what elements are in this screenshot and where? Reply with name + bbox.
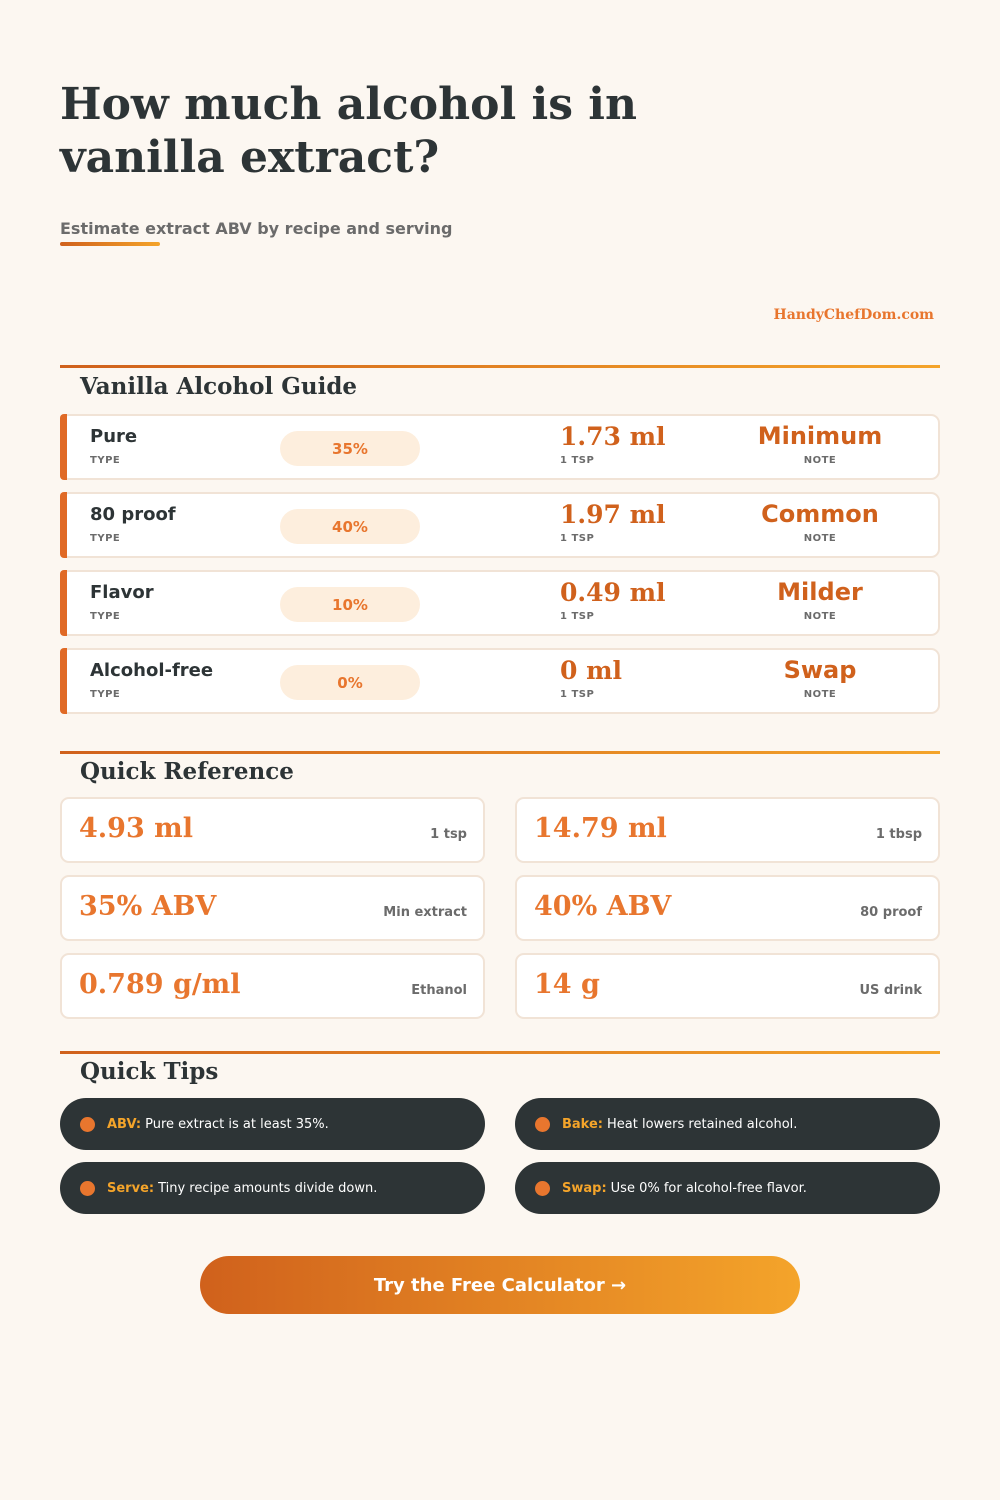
tip-item [60,1098,485,1150]
guide-note: Swap [783,656,857,684]
reference-card [60,953,485,1019]
reference-card [515,797,940,863]
reference-label: Min extract [383,905,467,920]
reference-card [60,797,485,863]
bullet-dot-icon [80,1117,95,1132]
reference-label: 1 tbsp [875,827,922,842]
bullet-dot-icon [80,1181,95,1196]
tips-title: Quick Tips [80,1058,219,1085]
note-label: NOTE [803,455,837,466]
reference-label: 1 tsp [430,827,467,842]
note-label: NOTE [803,611,837,622]
try-calculator-button[interactable]: Try the Free Calculator → [200,1256,800,1314]
tip-text: Tiny recipe amounts divide down. [158,1180,378,1196]
row-accent-bar [60,414,67,480]
abv-pill: 35% [280,431,420,466]
abv-pill: 10% [280,587,420,622]
guide-row-flavor [60,570,940,636]
reference-label: Ethanol [411,983,467,998]
tip-item [515,1098,940,1150]
row-accent-bar [60,648,67,714]
tip-item [515,1162,940,1214]
type-label: TYPE [90,533,121,544]
brand-name: HandyChefDom.com [773,307,934,323]
amount-label: 1 TSP [560,689,595,700]
tip-key: Swap: [562,1180,607,1196]
amount-label: 1 TSP [560,533,595,544]
tips-divider [60,1051,940,1054]
page-title: How much alcohol is in vanilla extract? [60,79,638,183]
tip-key: Serve: [107,1180,155,1196]
guide-type: Pure [90,426,138,447]
reference-card [515,953,940,1019]
reference-title: Quick Reference [80,758,294,785]
reference-value: 4.93 ml [79,813,193,844]
row-accent-bar [60,570,67,636]
bullet-dot-icon [535,1117,550,1132]
reference-value: 40% ABV [534,891,672,922]
type-label: TYPE [90,455,121,466]
guide-row-80-proof [60,492,940,558]
guide-type: Alcohol-free [90,660,214,681]
abv-pill: 40% [280,509,420,544]
subtitle-underline [60,242,160,246]
page-subtitle: Estimate extract ABV by recipe and serving [60,219,453,238]
note-label: NOTE [803,533,837,544]
alcohol-amount: 0 ml [560,656,623,685]
tip-text: Pure extract is at least 35%. [145,1116,329,1132]
guide-divider [60,365,940,368]
guide-type: Flavor [90,582,154,603]
guide-note: Minimum [757,422,883,450]
type-label: TYPE [90,611,121,622]
guide-note: Milder [777,578,863,606]
guide-row-pure [60,414,940,480]
guide-type: 80 proof [90,504,176,525]
row-accent-bar [60,492,67,558]
tip-item [60,1162,485,1214]
reference-value: 14 g [534,969,600,1000]
reference-value: 14.79 ml [534,813,667,844]
reference-card [515,875,940,941]
guide-note: Common [761,500,879,528]
guide-row-alcohol-free [60,648,940,714]
type-label: TYPE [90,689,121,700]
guide-title: Vanilla Alcohol Guide [80,373,358,400]
reference-label: 80 proof [860,905,922,920]
note-label: NOTE [803,689,837,700]
bullet-dot-icon [535,1181,550,1196]
abv-pill: 0% [280,665,420,700]
alcohol-amount: 1.97 ml [560,500,666,529]
alcohol-amount: 0.49 ml [560,578,666,607]
amount-label: 1 TSP [560,455,595,466]
tip-key: ABV: [107,1116,142,1132]
amount-label: 1 TSP [560,611,595,622]
tip-text: Use 0% for alcohol-free flavor. [610,1180,807,1196]
tip-text: Heat lowers retained alcohol. [607,1116,798,1132]
tip-key: Bake: [562,1116,603,1132]
reference-value: 0.789 g/ml [79,969,241,1000]
reference-label: US drink [859,983,922,998]
reference-divider [60,751,940,754]
reference-card [60,875,485,941]
alcohol-amount: 1.73 ml [560,422,666,451]
reference-value: 35% ABV [79,891,217,922]
